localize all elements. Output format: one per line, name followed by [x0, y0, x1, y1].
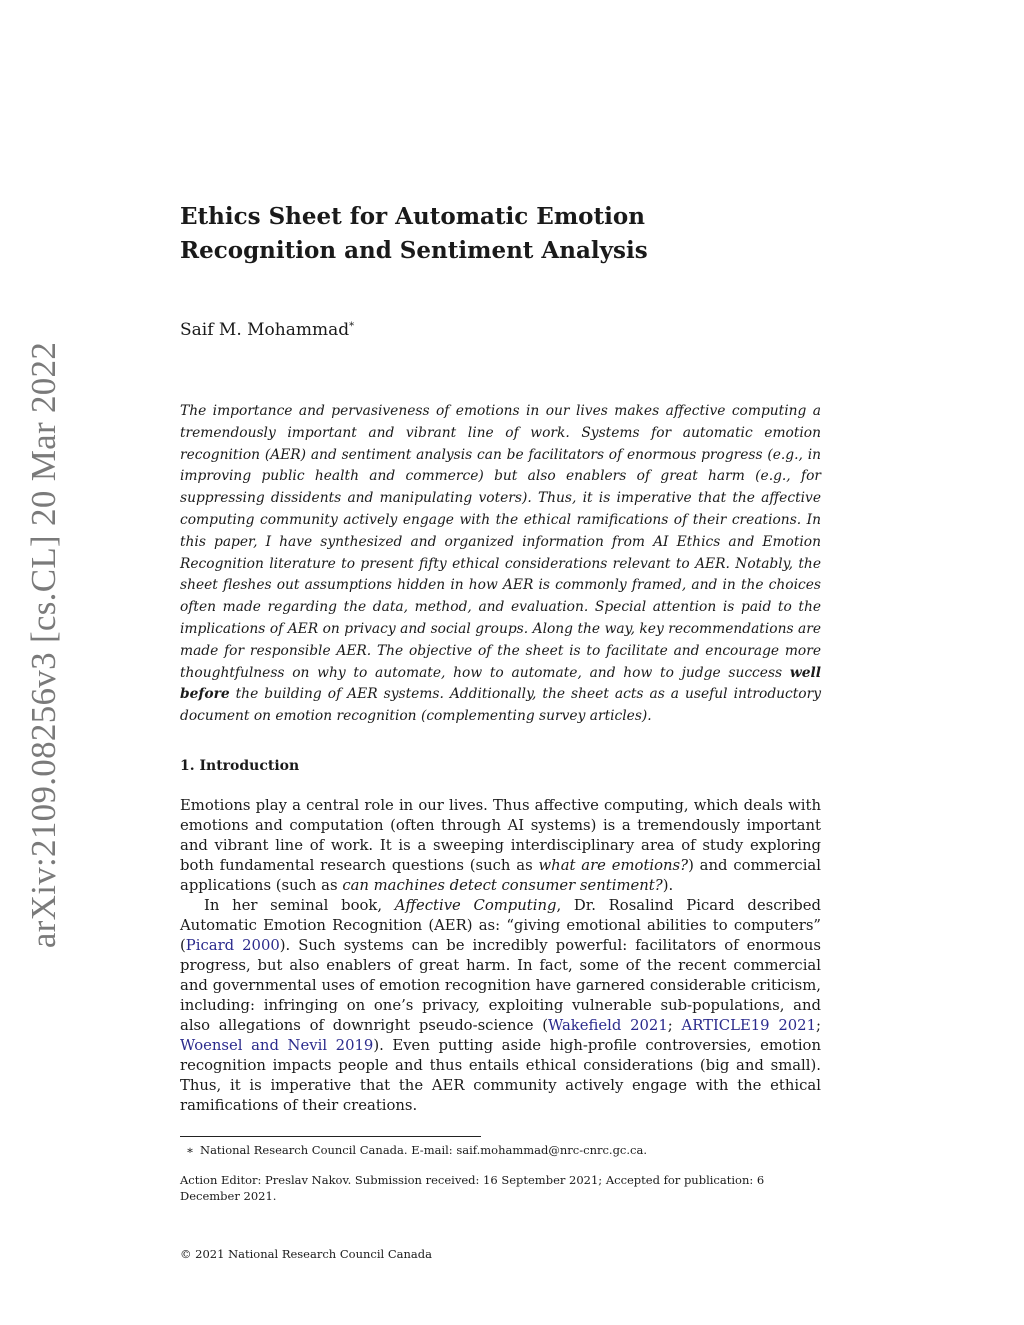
introduction-body	[180, 796, 821, 1116]
citation-link-picard[interactable]: Picard 2000	[185, 936, 280, 954]
author-name: Saif M. Mohammad	[180, 320, 350, 340]
citation-link-wakefield[interactable]: Wakefield 2021	[548, 1016, 668, 1034]
intro-paragraph-2	[180, 896, 821, 1116]
paper-first-page	[180, 200, 821, 1116]
footnote-divider	[180, 1136, 481, 1137]
p2-italic-1: Affective Computing	[394, 896, 557, 914]
author-line	[180, 316, 821, 341]
citation-separator: ;	[816, 1016, 821, 1034]
p1-italic-1: what are emotions?	[538, 856, 689, 874]
paper-title-line2: Recognition and Sentiment Analysis	[180, 237, 648, 264]
arxiv-side-stamp: arXiv:2109.08256v3 [cs.CL] 20 Mar 2022	[24, 341, 63, 949]
p2-text-1: In her seminal book,	[204, 896, 383, 914]
p1-text-1: Emotions play a central role in our lives. Thus affective computing, which deals with emotions and computation (often through AI systems) is a tremendously important and vibrant line of work. It is a sweeping interdisciplinary area of study exploring both fundamental research questions (such as	[180, 796, 821, 874]
citation-link-article19[interactable]: ARTICLE19 2021	[681, 1016, 816, 1034]
section-heading-introduction: 1. Introduction	[180, 757, 300, 774]
paper-title-line1: Ethics Sheet for Automatic Emotion	[180, 203, 645, 230]
p2-text-4: ). Even putting aside high-profile controversies, emotion recognition impacts people and thus entails ethical considerations (big and small). Thus, it is imperative that the AER community actively engage with the ethical ramifications of their creations.	[180, 1036, 821, 1114]
footnote-mark: ∗	[186, 1143, 194, 1157]
citation-separator: ;	[667, 1016, 682, 1034]
p1-text-2: ) and commercial applications (such as	[180, 856, 821, 894]
abstract-emphasis: well before	[180, 664, 821, 703]
abstract-text-part2: the building of AER systems. Additionally, the sheet acts as a useful introductory document on emotion recognition (complementing survey articles).	[180, 686, 822, 725]
p2-text-3: ). Such systems can be incredibly powerful: facilitators of enormous progress, but also enablers of great harm. In fact, some of the recent commercial and governmental uses of emotion recognition have garnered considerable criticism, including: infringing on one’s privacy, exploiting vulnerable sub-populations, and also allegations of downright pseudo-science (	[180, 936, 821, 1034]
abstract	[180, 401, 821, 728]
paper-title	[180, 200, 821, 268]
copyright-notice: © 2021 National Research Council Canada	[180, 1247, 432, 1261]
footnote-affiliation-text: National Research Council Canada. E-mail: saif.mohammad@nrc-cnrc.gc.ca.	[200, 1143, 647, 1157]
p1-italic-2: can machines detect consumer sentiment?	[342, 876, 663, 894]
footnote-editorial-info: Action Editor: Preslav Nakov. Submission received: 16 September 2021; Accepted for publication: 6 December 2021.	[180, 1173, 765, 1203]
citation-link-woensel[interactable]: Woensel and Nevil 2019	[180, 1036, 374, 1054]
author-footnote-mark: *	[349, 321, 355, 332]
abstract-text-part1: The importance and pervasiveness of emotions in our lives makes affective computing a tremendously important and vibrant line of work. Systems for automatic emotion recognition (AER) and sentiment analysis can be facilitators of enormous progress (e.g., in improving public health and commerce) but also enablers of great harm (e.g., for suppressing dissidents and manipulating voters). Thus, it is imperative that the affective computing community actively engage with the ethical ramifications of their creations. In this paper, I have synthesized and organized information from AI Ethics and Emotion Recognition literature to present fifty ethical considerations relevant to AER. Notably, the sheet fleshes out assumptions hidden in how AER is commonly framed, and in the choices often made regarding the data, method, and evaluation. Special attention is paid to the implications of AER on privacy and social groups. Along the way, key recommendations are made for responsible AER. The objective of the sheet is to facilitate and encourage more thoughtfulness on why to automate, how to automate, and how to judge success	[180, 403, 821, 681]
p2-text-2: , Dr. Rosalind Picard described Automatic Emotion Recognition (AER) as: “giving emotional abilities to computers” (	[180, 896, 821, 954]
p1-text-3: ).	[662, 876, 674, 894]
intro-paragraph-1	[180, 796, 821, 896]
footnote-affiliation	[180, 1142, 821, 1158]
